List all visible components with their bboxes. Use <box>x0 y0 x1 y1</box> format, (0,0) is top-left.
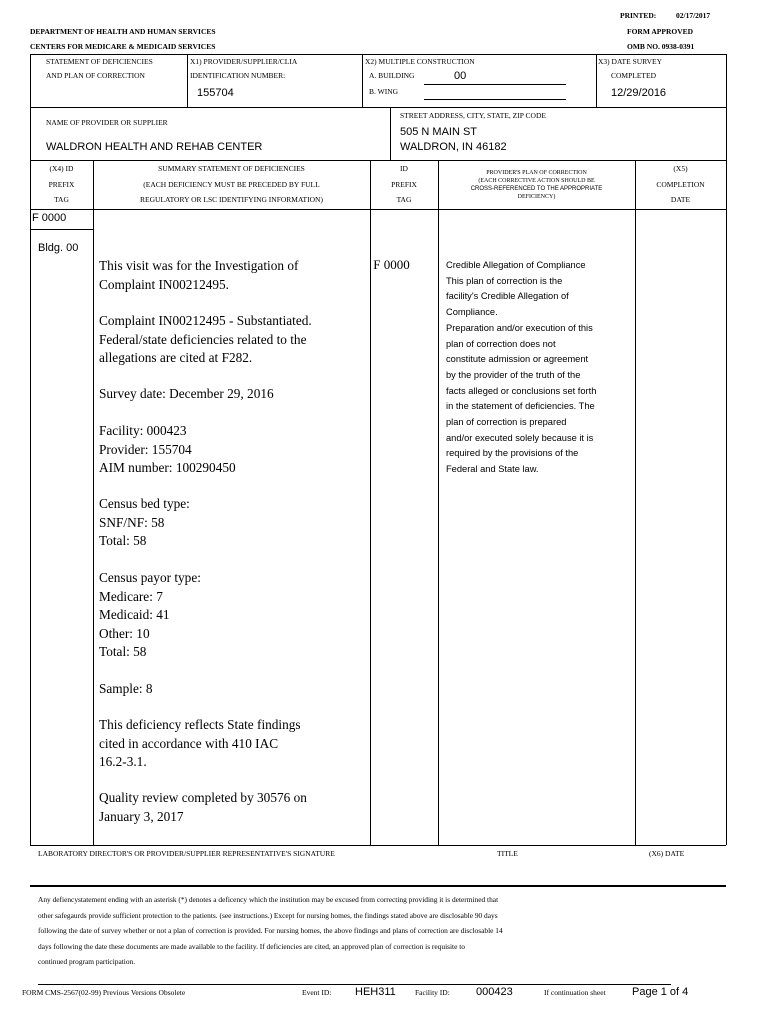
summary-line: Quality review completed by 30576 on <box>99 790 307 805</box>
divider-x1 <box>187 54 188 107</box>
plan-line: required by the provisions of the <box>446 448 579 459</box>
box-left-border <box>30 54 31 160</box>
disclaimer-text <box>38 892 603 970</box>
printed-date: 02/17/2017 <box>676 11 711 20</box>
id-label: ID <box>400 164 408 173</box>
table-header-bottom <box>30 209 726 210</box>
summary-line: AIM number: 100290450 <box>99 460 236 475</box>
provider-name: WALDRON HEALTH AND REHAB CENTER <box>46 141 263 153</box>
summary-line: January 3, 2017 <box>99 808 184 824</box>
id-prefix-label: PREFIX <box>391 180 417 189</box>
summary-paragraph <box>99 385 364 404</box>
x5-label: (X5) <box>673 164 688 173</box>
plan-line: in the statement of deficiencies. The <box>446 401 595 412</box>
wing-underline <box>424 99 566 100</box>
divider-x2 <box>362 54 363 107</box>
plan-line: by the provider of the truth of the <box>446 369 581 380</box>
summary-line: Federal/state deficiencies related to the <box>99 331 307 347</box>
form-approved: FORM APPROVED <box>627 27 694 36</box>
event-id: HEH311 <box>355 986 396 998</box>
summary-paragraph <box>99 716 364 772</box>
plan-line: plan of correction does not <box>446 338 556 349</box>
table-left-border <box>30 160 31 845</box>
survey-date: 12/29/2016 <box>611 87 667 99</box>
divider-x3 <box>596 54 597 107</box>
x2-construction-label: X2) MULTIPLE CONSTRUCTION <box>365 57 475 66</box>
col-divider-id <box>438 160 439 845</box>
disclaimer-line: Any defiencystatement ending with an asterisk (*) denotes a deficency which the institution may be excused from correcting providing it is determined that <box>38 895 499 904</box>
completed-label: COMPLETED <box>611 71 656 80</box>
plan-of-correction-label: AND PLAN OF CORRECTION <box>46 71 145 80</box>
page-number: Page 1 of 4 <box>632 986 689 998</box>
plan-line: Federal and State law. <box>446 464 539 475</box>
x3-date-survey-label: X3) DATE SURVEY <box>598 57 662 66</box>
row1-bottom-right <box>390 107 726 108</box>
plan-header-l1: PROVIDER'S PLAN OF CORRECTION <box>486 170 587 176</box>
prefix-tag: F 0000 <box>32 212 67 224</box>
statement-label: STATEMENT OF DEFICIENCIES <box>46 57 153 66</box>
summary-line: Medicaid: 41 <box>99 607 170 622</box>
footer-rule <box>38 984 671 985</box>
provider-name-label: NAME OF PROVIDER OR SUPPLIER <box>46 118 168 127</box>
summary-line: Sample: 8 <box>99 681 153 696</box>
summary-paragraph <box>99 680 364 699</box>
summary-line: allegations are cited at F282. <box>99 350 253 365</box>
building-value: 00 <box>454 70 467 82</box>
wing-label: B. WING <box>369 87 399 96</box>
col-divider-plan <box>635 160 636 845</box>
summary-paragraph <box>99 789 364 826</box>
department-name: DEPARTMENT OF HEALTH AND HUMAN SERVICES <box>30 27 216 36</box>
plan-of-correction-text <box>446 258 606 478</box>
signature-label: LABORATORY DIRECTOR'S OR PROVIDER/SUPPLIER REPRESENTATIVE'S SIGNATURE <box>38 849 335 858</box>
signature-top-border <box>30 845 726 846</box>
row2-bottom-border <box>30 160 726 161</box>
x4-prefix-label: PREFIX <box>48 180 75 189</box>
completion-label: COMPLETION <box>656 180 705 189</box>
event-id-label: Event ID: <box>302 988 332 997</box>
row1-bottom-left <box>30 107 390 108</box>
building-underline <box>424 84 566 85</box>
summary-line: Census bed type: <box>99 496 190 511</box>
building-label: A. BUILDING <box>369 71 415 80</box>
plan-line: and/or executed solely because it is <box>446 432 594 443</box>
summary-line: 16.2-3.1. <box>99 754 147 769</box>
disclaimer-top-border <box>30 885 726 887</box>
id-tag: F 0000 <box>373 257 410 272</box>
x1-identification-label: IDENTIFICATION NUMBER: <box>190 71 286 80</box>
disclaimer-line: days following the date these documents are made available to the facility. If deficiencies are cited, an approved plan of correction is requisite to <box>38 941 465 951</box>
summary-line: Provider: 155704 <box>99 441 192 457</box>
divider-address <box>390 107 391 160</box>
box-right-border <box>726 54 727 845</box>
disclaimer-line: following the date of survey whether or not a plan of correction is provided. For nursing homes, the above findings and plans of correction are disclosable 14 <box>38 926 503 936</box>
title-label: TITLE <box>497 849 518 858</box>
prefix-tag-underline <box>30 229 93 230</box>
x6-date-label: (X6) DATE <box>649 849 685 858</box>
summary-line: SNF/NF: 58 <box>99 514 165 530</box>
plan-line: constitute admission or agreement <box>446 354 589 365</box>
summary-paragraph <box>99 257 364 294</box>
summary-header-l3: REGULATORY OR LSC IDENTIFYING INFORMATION) <box>140 195 323 204</box>
summary-line: Complaint IN00212495. <box>99 276 230 292</box>
summary-line: Census payor type: <box>99 570 201 585</box>
plan-line: This plan of correction is the <box>446 275 563 286</box>
summary-paragraph <box>99 495 364 551</box>
summary-line: Survey date: December 29, 2016 <box>99 386 274 401</box>
summary-line: Complaint IN00212495 - Substantiated. <box>99 313 312 328</box>
x4-id-label: (X4) ID <box>49 164 74 173</box>
summary-line: Other: 10 <box>99 625 150 641</box>
col-divider-prefix <box>93 160 94 845</box>
continuation-label: If continuation sheet <box>544 988 606 997</box>
plan-line: facility's Credible Allegation of <box>446 291 569 302</box>
summary-line: This deficiency reflects State findings <box>99 717 301 732</box>
summary-line: Medicare: 7 <box>99 588 163 604</box>
facility-id: 000423 <box>476 986 513 998</box>
box-top-border <box>30 54 726 55</box>
x1-provider-label: X1) PROVIDER/SUPPLIER/CLIA <box>190 57 298 66</box>
summary-header-l1: SUMMARY STATEMENT OF DEFICIENCIES <box>158 164 305 173</box>
summary-line: cited in accordance with 410 IAC <box>99 735 279 751</box>
building-tag: Bldg. 00 <box>38 242 79 254</box>
plan-header-l2: (EACH CORRECTIVE ACTION SHOULD BE <box>478 178 595 184</box>
summary-line: Facility: 000423 <box>99 423 187 438</box>
disclaimer-line: other safegaurds provide sufficient protection to the patients. (see instructions.) Except for nursing homes, the findings stated above are disclosable 90 days <box>38 910 498 920</box>
form-label: FORM CMS-2567(02-99) Previous Versions Obsolete <box>22 988 186 997</box>
plan-header-l4: DEFICIENCY) <box>517 194 556 200</box>
provider-number: 155704 <box>197 87 234 99</box>
summary-paragraph <box>99 422 364 478</box>
address-label: STREET ADDRESS, CITY, STATE, ZIP CODE <box>400 111 546 120</box>
plan-line: facts alleged or conclusions set forth <box>446 385 597 396</box>
printed-label: PRINTED: <box>620 11 657 20</box>
omb-number: OMB NO. 0938-0391 <box>627 42 695 51</box>
plan-line: Preparation and/or execution of this <box>446 322 593 333</box>
facility-id-label: Facility ID: <box>415 988 450 997</box>
disclaimer-line: continued program participation. <box>38 957 136 967</box>
city-state-zip: WALDRON, IN 46182 <box>400 141 507 153</box>
centers-name: CENTERS FOR MEDICARE & MEDICAID SERVICES <box>30 42 216 51</box>
summary-line: Total: 58 <box>99 644 147 659</box>
plan-line: plan of correction is prepared <box>446 417 567 428</box>
summary-paragraph <box>99 312 364 368</box>
street-address: 505 N MAIN ST <box>400 126 478 138</box>
plan-header-l3: CROSS-REFERENCED TO THE APPROPRIATE <box>470 186 603 192</box>
summary-line: Total: 58 <box>99 533 147 548</box>
id-tag-label: TAG <box>396 195 412 204</box>
summary-line: This visit was for the Investigation of <box>99 258 299 273</box>
plan-line: Credible Allegation of Compliance <box>446 260 586 270</box>
x4-tag-label: TAG <box>54 195 69 204</box>
summary-paragraph <box>99 569 364 662</box>
plan-line: Compliance. <box>446 307 498 318</box>
summary-header-l2: (EACH DEFICIENCY MUST BE PRECEDED BY FULL <box>143 180 320 189</box>
date-label: DATE <box>670 195 691 204</box>
